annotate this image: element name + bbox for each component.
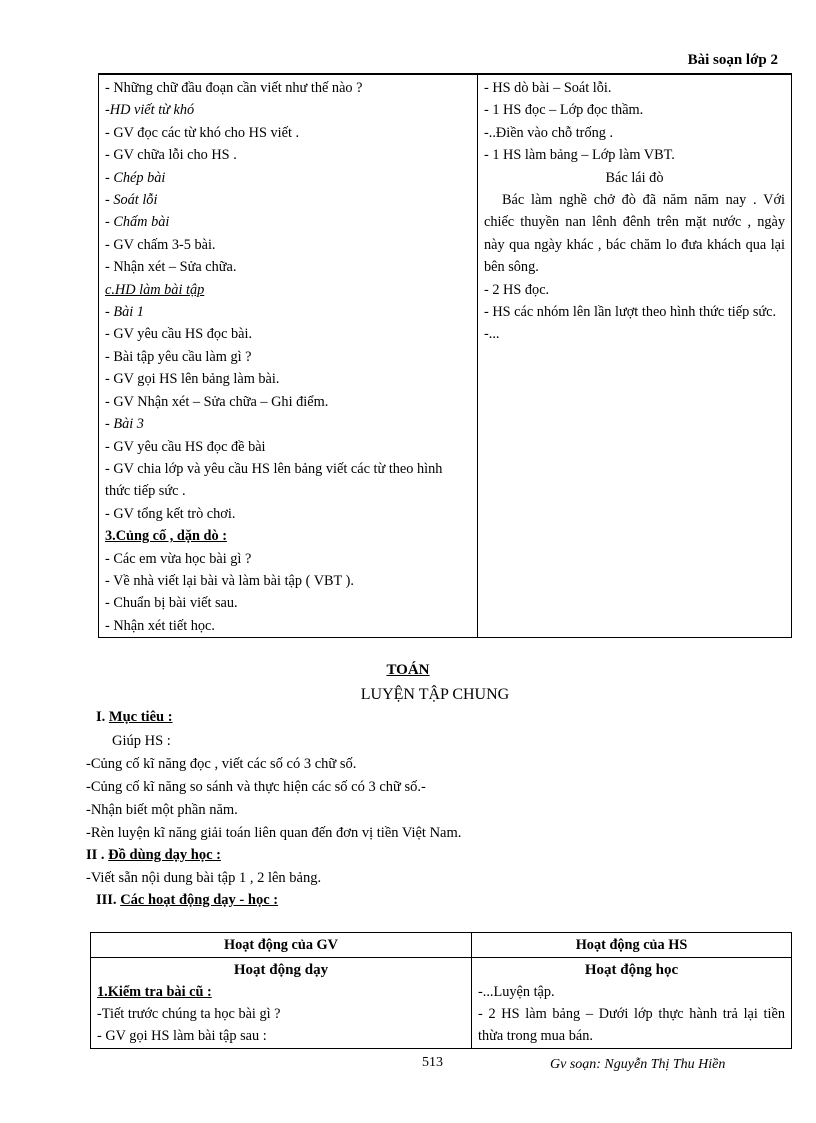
section-number: I. (96, 709, 106, 725)
section-activities-heading (96, 892, 278, 909)
list-item: - 2 HS làm bảng – Dưới lớp thực hành trả lại tiền thừa trong mua bán. (478, 1006, 785, 1044)
list-item: - Bài 1 (105, 304, 144, 321)
list-item: - Bài 3 (105, 416, 144, 433)
teacher-column (91, 958, 472, 1049)
list-item: - Nhận xét – Sửa chữa. (105, 259, 237, 276)
list-item: - Chuẩn bị bài viết sau. (105, 595, 238, 612)
student-column (472, 958, 792, 1049)
section-number: II . (86, 847, 105, 863)
lesson-title: LUYỆN TẬP CHUNG (360, 686, 510, 703)
page-header-title: Bài soạn lớp 2 (687, 52, 778, 68)
list-item: -Tiết trước chúng ta học bài gì ? (97, 1006, 281, 1022)
page-number: 513 (422, 1055, 443, 1070)
list-item: - GV Nhận xét – Sửa chữa – Ghi điểm. (105, 393, 329, 410)
section-title: Mục tiêu : (108, 709, 173, 725)
materials-text: -Viết sẵn nội dung bài tập 1 , 2 lên bảng. (86, 870, 322, 886)
list-item: - 1 HS làm bảng – Lớp làm VBT. (484, 147, 675, 164)
list-item: -HD viết từ khó (105, 102, 195, 119)
lesson-table-continued (98, 74, 792, 638)
exercise-title: Bác lái đò (605, 169, 664, 186)
student-activities-cell (478, 75, 792, 638)
list-item: - Về nhà viết lại bài và làm bài tập ( VBT ). (105, 572, 354, 589)
goal-item: -Củng cố kĩ năng đọc , viết các số có 3 chữ số. (86, 756, 357, 772)
list-item: -... (484, 326, 500, 343)
subheader-student: Hoạt động học (584, 962, 679, 978)
activities-table (90, 932, 792, 1049)
section-title: Các hoạt động dạy - học : (120, 892, 279, 908)
section-objectives-heading (96, 709, 173, 726)
list-item: - HS các nhóm lên lần lượt theo hình thức tiếp sức. (484, 304, 777, 321)
list-item: - Chép bài (105, 169, 166, 186)
list-item: - Các em vừa học bài gì ? (105, 550, 252, 567)
section-title: Đồ dùng dạy học : (108, 847, 221, 863)
list-item: - GV gọi HS làm bài tập sau : (97, 1028, 267, 1044)
list-item: - 2 HS đọc. (484, 281, 550, 298)
list-item: - Soát lỗi (105, 192, 158, 209)
list-item: c.HD làm bài tập (105, 281, 205, 298)
section-materials-heading (86, 847, 221, 864)
list-item: - GV chấm 3-5 bài. (105, 236, 216, 253)
list-item: - GV tổng kết trò chơi. (105, 505, 236, 522)
list-item: -...Luyện tập. (478, 984, 555, 1000)
list-item: 1.Kiểm tra bài cũ : (97, 984, 212, 1000)
list-item: - Nhận xét tiết học. (105, 617, 215, 634)
list-item: - Những chữ đầu đoạn cần viết như thế nào ? (105, 80, 363, 96)
subheader-teacher: Hoạt động dạy (233, 962, 329, 978)
list-item: - GV yêu cầu HS đọc đề bài (105, 438, 266, 455)
teacher-activities-cell (99, 75, 478, 638)
column-header-teacher: Hoạt động của GV (91, 933, 472, 958)
goal-item: -Củng cố kĩ năng so sánh và thực hiện các số có 3 chữ số.- (86, 779, 426, 795)
section-number: III. (96, 892, 117, 908)
exercise-paragraph: Bác làm nghề chở đò đã năm năm nay . Với chiếc thuyền nan lênh đênh trên mặt nước , ngày này qua ngày khác , bác chăm lo đưa khách qua lại bên sông. (484, 192, 785, 276)
author-credit: Gv soạn: Nguyễn Thị Thu Hiền (550, 1057, 726, 1072)
goal-item: -Rèn luyện kĩ năng giải toán liên quan đến đơn vị tiền Việt Nam. (86, 825, 462, 841)
list-item: -..Điền vào chỗ trống . (484, 124, 614, 141)
list-item: - Bài tập yêu cầu làm gì ? (105, 348, 252, 365)
list-item: - GV yêu cầu HS đọc bài. (105, 326, 253, 343)
intro-text: Giúp HS : (112, 733, 171, 749)
list-item: - GV gọi HS lên bảng làm bài. (105, 371, 280, 388)
list-item: - 1 HS đọc – Lớp đọc thầm. (484, 102, 644, 119)
list-item: - Chấm bài (105, 214, 170, 231)
list-item: 3.Củng cố , dặn dò : (105, 528, 227, 545)
subject-title: TOÁN (386, 662, 430, 678)
list-item: - GV chữa lỗi cho HS . (105, 147, 237, 164)
column-header-student: Hoạt động của HS (472, 933, 792, 958)
list-item: - GV đọc các từ khó cho HS viết . (105, 124, 300, 141)
list-item: - HS dò bài – Soát lỗi. (484, 80, 612, 96)
list-item: - GV chia lớp và yêu cầu HS lên bảng viết các từ theo hình thức tiếp sức . (105, 460, 443, 500)
goal-item: -Nhận biết một phần năm. (86, 802, 238, 818)
